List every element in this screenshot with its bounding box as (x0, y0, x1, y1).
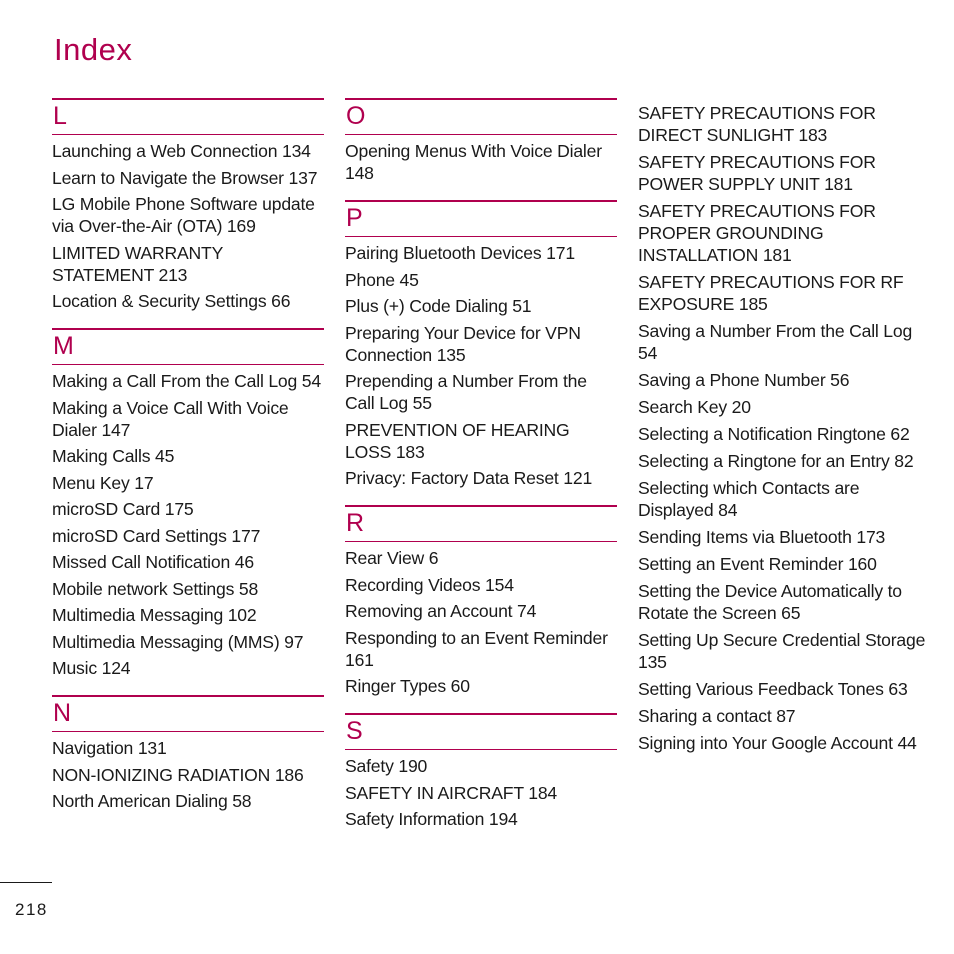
index-entry: Safety Information 194 (345, 809, 518, 829)
index-entry: Pairing Bluetooth Devices 171 (345, 243, 575, 263)
index-entry: Menu Key 17 (52, 472, 154, 493)
index-entry: Phone 45 (345, 269, 419, 290)
index-entry: Mobile network Settings 58 (52, 578, 259, 599)
index-entry: Making a Voice Call With Voice Dialer 147 (52, 397, 289, 440)
section-letter: P (346, 204, 363, 232)
index-entry: Selecting a Ringtone for an Entry 82 (638, 451, 914, 471)
index-entry: North American Dialing 58 (52, 791, 252, 811)
index-entry: Music 124 (52, 658, 131, 678)
index-section-r (345, 505, 617, 697)
section-letter: S (346, 717, 363, 745)
section-header (345, 505, 617, 542)
index-entry: Setting Various Feedback Tones 63 (638, 679, 908, 699)
section-header (345, 200, 617, 237)
index-entry: Missed Call Notification 46 (52, 552, 254, 572)
index-entry: Ringer Types 60 (345, 676, 470, 696)
index-column-2 (345, 98, 617, 846)
index-entry: microSD Card Settings 177 (52, 525, 261, 546)
section-letter: R (346, 509, 365, 537)
index-entry: Making a Call From the Call Log 54 (52, 371, 321, 391)
index-entry: SAFETY PRECAUTIONS FOR PROPER GROUNDING INSTALLATION 181 (638, 201, 876, 265)
index-column-1 (52, 98, 324, 828)
index-entry: SAFETY PRECAUTIONS FOR POWER SUPPLY UNIT 181 (638, 152, 876, 194)
section-header (52, 328, 324, 365)
section-letter: L (53, 102, 67, 130)
index-entry: Rear View 6 (345, 548, 439, 568)
page-number: 218 (15, 900, 48, 919)
section-header (345, 713, 617, 750)
index-entry: Responding to an Event Reminder 161 (345, 627, 608, 670)
index-entry: Safety 190 (345, 756, 428, 776)
index-entry: Signing into Your Google Account 44 (638, 733, 917, 753)
index-entry: Multimedia Messaging (MMS) 97 (52, 631, 304, 652)
index-entry: SAFETY PRECAUTIONS FOR RF EXPOSURE 185 (638, 272, 904, 314)
section-letter: M (53, 332, 74, 360)
index-entry: Prepending a Number From the Call Log 55 (345, 371, 587, 413)
index-entry: Setting an Event Reminder 160 (638, 554, 877, 574)
index-entry: Preparing Your Device for VPN Connection 135 (345, 322, 581, 365)
index-entry: Selecting which Contacts are Displayed 84 (638, 478, 860, 520)
footer-divider (0, 882, 52, 883)
index-entry: Recording Videos 154 (345, 574, 514, 595)
index-entry: Saving a Phone Number 56 (638, 370, 850, 390)
index-entry: Privacy: Factory Data Reset 121 (345, 468, 593, 488)
section-letter: N (53, 699, 72, 727)
index-entry: Selecting a Notification Ringtone 62 (638, 424, 910, 444)
index-entry: Making Calls 45 (52, 446, 175, 466)
section-header (345, 98, 617, 135)
index-entry: Multimedia Messaging 102 (52, 605, 257, 625)
index-section-s (345, 713, 617, 830)
index-entry: Learn to Navigate the Browser 137 (52, 167, 318, 188)
section-header (52, 98, 324, 135)
index-column-3 (638, 102, 928, 759)
index-entry: Location & Security Settings 66 (52, 291, 291, 311)
index-section-m (52, 328, 324, 679)
index-section-n (52, 695, 324, 812)
index-entry: NON-IONIZING RADIATION 186 (52, 764, 304, 785)
index-entry: LG Mobile Phone Software update via Over-the-Air (OTA) 169 (52, 194, 315, 236)
index-entry: Removing an Account 74 (345, 601, 537, 621)
index-section-l (52, 98, 324, 312)
index-entry: Setting the Device Automatically to Rotate the Screen 65 (638, 581, 902, 623)
index-entry: SAFETY PRECAUTIONS FOR DIRECT SUNLIGHT 183 (638, 103, 876, 145)
index-entry: microSD Card 175 (52, 499, 194, 519)
index-entry: Plus (+) Code Dialing 51 (345, 296, 532, 316)
section-letter: O (346, 102, 366, 130)
index-entry: Navigation 131 (52, 738, 167, 758)
page-title: Index (54, 32, 133, 67)
index-entry: Launching a Web Connection 134 (52, 141, 311, 161)
index-entry: Sharing a contact 87 (638, 706, 796, 726)
index-section-p (345, 200, 617, 489)
section-header (52, 695, 324, 732)
index-entry: SAFETY IN AIRCRAFT 184 (345, 782, 558, 803)
index-entry: Opening Menus With Voice Dialer 148 (345, 141, 602, 183)
index-section-o (345, 98, 617, 184)
index-entry: PREVENTION OF HEARING LOSS 183 (345, 419, 570, 462)
index-entry: Setting Up Secure Credential Storage 135 (638, 630, 926, 672)
index-entry: LIMITED WARRANTY STATEMENT 213 (52, 242, 223, 285)
index-entry: Saving a Number From the Call Log 54 (638, 321, 913, 363)
index-entry: Sending Items via Bluetooth 173 (638, 527, 886, 547)
index-entry: Search Key 20 (638, 397, 751, 417)
